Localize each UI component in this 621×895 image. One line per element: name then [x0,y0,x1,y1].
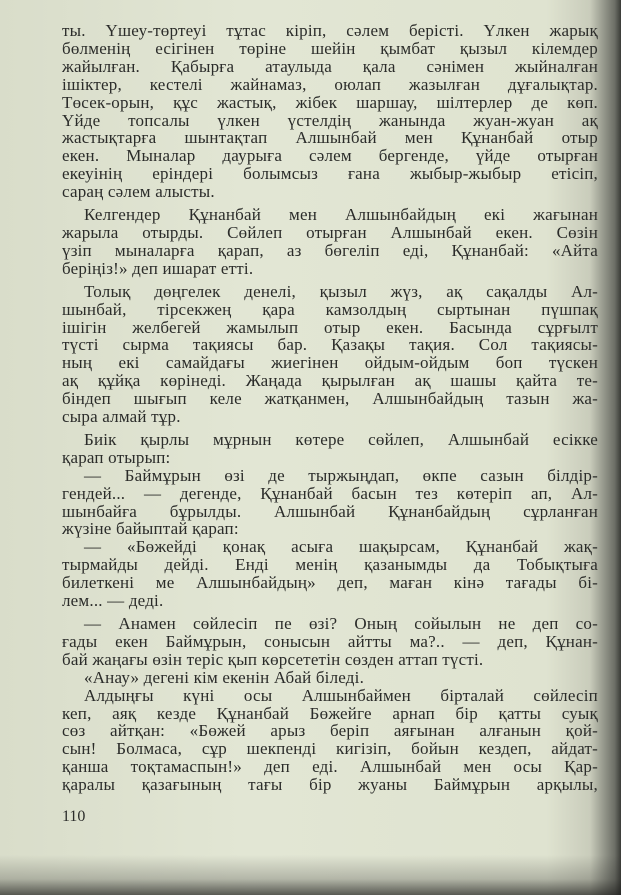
page-number: 110 [62,808,86,825]
text-line: қаралы қазағының тағы бір жуаны Баймұрын арқылы, [62,775,598,795]
paragraph [62,431,598,467]
paragraph [62,615,598,669]
text-line: тырмайды дейді. Енді менің қазанымды да Тобықтыға [62,555,598,575]
text-line: сын! Болмаса, сұр шекпенді кигізіп, бойын кездеп, айдат- [62,739,598,759]
page-body-text [62,22,598,794]
text-line: Үйде топсалы үлкен үстелдің жанында жуан-жуан ақ [62,110,598,130]
text-line: үзіп мыналарға қарап, аз бөгеліп еді, Құнанбай: «Айта [62,240,598,260]
text-line: екеуінің еріндері болымсыз ғана жыбыр-жыбыр етісіп, [62,164,598,184]
text-line: шынбай, тірсекжең қара камзолдың сыртынан пүшпақ [62,299,598,319]
text-line: сөз айтқан: «Бөжей арыз беріп аяғынан алғанын қой- [62,721,598,741]
text-line: сараң сәлем алысты. [62,182,215,202]
text-line: билеткені ме Алшынбайдың» деп, маған кінә тағады бі- [62,573,598,593]
text-line: Төсек-орын, құс жастық, жібек шаршау, шілтерлер де көп. [62,92,598,112]
text-line: жастықтарға шынтақтап Алшынбай мен Құнанбай отыр [62,128,598,148]
text-line: — Анамен сөйлесіп пе өзі? Оның сойылын не деп со- [84,614,598,633]
text-line: ның екі самайдағы жиегінен ойдым-ойдым боп түскен [62,353,598,373]
text-line: Алдыңғы күні осы Алшынбаймен бірталай сөйлесіп [84,685,598,705]
text-line: бөлменің есігінен төріне шейін қымбат қызыл кілемдер [62,38,598,58]
text-line: Келгендер Құнанбай мен Алшынбайдың екі жағынан [84,205,598,225]
text-line: ты. Үшеу-төртеуі тұтас кіріп, сәлем берісті. Үлкен жарық [62,21,598,40]
paragraph [62,538,598,610]
text-line: жайылған. Қабырға атаулыда қала сәнімен жыйналған [62,56,598,76]
text-line: қарап отырып: [62,447,171,467]
text-line: — «Бөжейді қонақ асыға шақырсам, Құнанбай жақ- [84,537,598,557]
text-line: жүзіне байыптай қарап: [62,519,239,539]
text-line: лем... — деді. [62,591,164,611]
paragraph [62,669,598,687]
text-line: ғады екен Баймұрын, сонысын айтты ма?.. — деп, Құнан- [62,631,598,651]
text-line: біндеп шығып келе жатқанмен, Алшынбайдың тазын жа- [62,389,598,409]
text-line: шынбайға бұрылды. Алшынбай Құнанбайдың сұрланған [62,501,598,521]
paragraph [62,22,598,201]
text-line: — Баймұрын өзі де тыржыңдап, өкпе сазын білдір- [84,465,598,485]
text-line: Толық дөңгелек денелі, қызыл жүз, ақ сақалды Ал- [84,281,598,301]
paragraph [62,467,598,539]
text-line: ақ құйқа көрінеді. Жаңада қырылған ақ шашы қайта те- [62,371,598,391]
text-line: Биік қырлы мұрнын көтере сөйлеп, Алшынбай есікке [84,429,598,449]
paragraph [62,283,598,426]
text-line: сыра алмай тұр. [62,407,181,427]
paragraph [62,687,598,794]
text-line: «Анау» дегені кім екенін Абай біледі. [84,667,365,687]
scan-shadow [0,855,621,895]
text-line: қанша тоқтамаспын!» деп еді. Алшынбай мен осы Қар- [62,757,598,777]
text-line: жарыла отырды. Сөйлеп отырған Алшынбай екен. Сөзін [62,222,598,242]
text-line: ішіктер, кестелі жайнамаз, оюлап жазылған дұғалықтар. [62,74,598,94]
text-line: екен. Мыналар даурыға сәлем бергенде, үйде отырған [62,146,598,166]
text-line: кеп, аяқ кезде Құнанбай Бөжейге арнап бір қатты суық [62,703,598,723]
paragraph [62,206,598,278]
text-line: ішігін желбегей жамылып отыр екен. Басында сұрғылт [62,317,598,337]
text-line: беріңіз!» деп ишарат етті. [62,258,254,278]
text-line: бай жаңағы өзін теріс қып көрсететін сөзден аттап түсті. [62,649,484,669]
text-line: түсті сырма тақиясы бар. Қазақы тақия. Сол тақиясы- [62,335,598,355]
text-line: гендей... — дегенде, Құнанбай басын тез көтеріп ап, Ал- [62,483,598,503]
